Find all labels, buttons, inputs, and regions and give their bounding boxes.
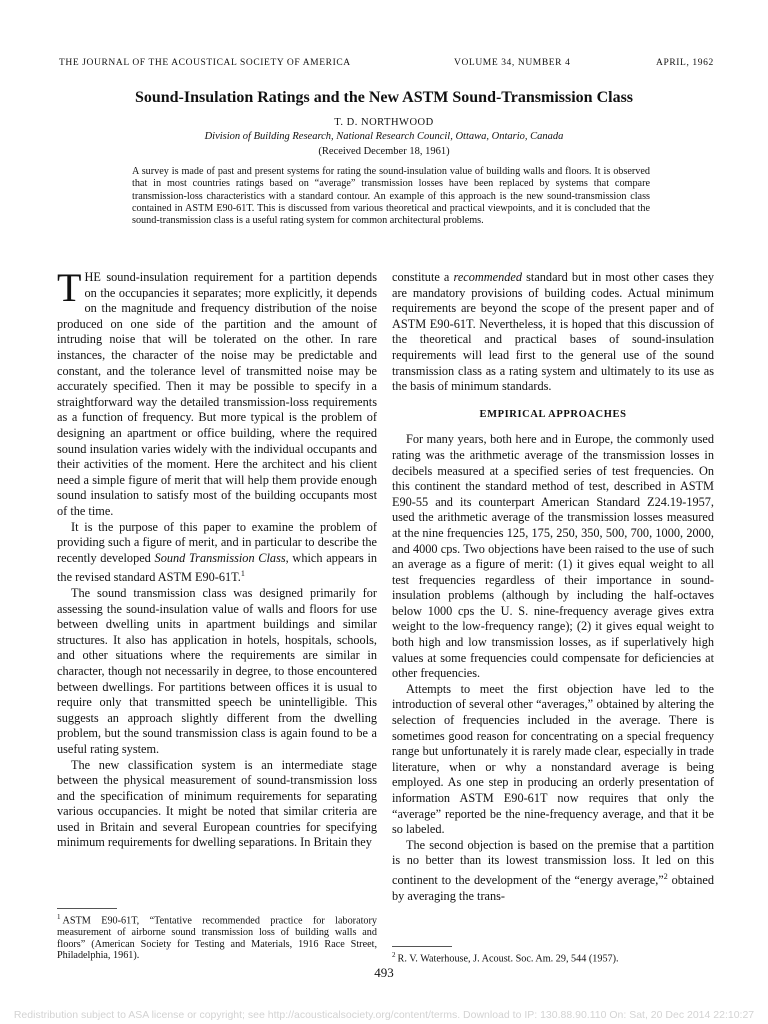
footnote-rule <box>392 946 452 947</box>
article-title: Sound-Insulation Ratings and the New ASTM Sound-Transmission Class <box>134 89 634 106</box>
emphasis-text: recommended <box>453 270 523 284</box>
drop-cap: T <box>57 265 82 310</box>
author-affiliation: Division of Building Research, National Research Council, Ottawa, Ontario, Canada <box>204 131 564 142</box>
stc-paragraph: The sound transmission class was designed primarily for assessing the sound-insulation value of walls and floors for use between dwelling units in apartment buildings and similar structures. It also has application in hotels, hospitals, schools, and other situations where the requirements are similar in character, though not necessarily in degree, to those encountered between dwellings. For partitions between offices it is usual to require only that transmitted speech be unintelligible. This suggests an approach slightly different from the dwelling problem, but the sound transmission class is again found to be a useful rating system. <box>57 585 377 756</box>
volume-number: VOLUME 34, NUMBER 4 <box>454 58 571 68</box>
abstract: A survey is made of past and present systems for rating the sound-insulation value of building walls and floors. It is observed that in most countries ratings based on “average” transmission losses have been replaced by systems that compare transmission-loss characteristics with a standard contour. An example of this approach is the new sound-transmission class contained in ASTM E90-61T. This is discussed from various theoretical and practical viewpoints, and it is concluded that the sound-transmission class is a useful rating system for common architectural problems. <box>132 166 650 227</box>
classification-paragraph: The new classification system is an intermediate stage between the physical measurement of sound-transmission loss and the specification of minimum requirements for separating various occupancies. It might be noted that similar criteria are used in Britain and several European countries for specifying minimum requirements for dwelling separations. In Britain they <box>57 757 377 850</box>
second-objection-paragraph: The second objection is based on the premise that a partition is no better than its lowest transmission loss. It led on this continent to the development of the “energy average,”$^2$ obtained by averaging the trans- <box>392 837 714 903</box>
continuation-paragraph: constitute a recommended standard but in most other cases they are mandatory provisions of building codes. Actual minimum requirements are beyond the scope of the present paper and of ASTM E90-61T. Nevertheless, it is hoped that this discussion of the theoretical and practical bases of sound-insulation requirements will lead first to the general use of the sound transmission class as a rating system and ultimately to its use as the basis of minimum standards. <box>392 270 715 394</box>
redistribution-watermark: Redistribution subject to ASA license or copyright; see http://acousticalsociety.org/content/terms. Download to IP: 130.88.90.110 On: Sat, 20 Dec 2014 22:10:27 <box>13 1009 755 1021</box>
footnote-ref[interactable]: 1 <box>240 569 245 579</box>
footnote-rule <box>57 908 117 909</box>
page-number: 493 <box>374 965 394 980</box>
issue-date: APRIL, 1962 <box>656 58 714 68</box>
intro-paragraph: THE sound-insulation requirement for a partition depends on the occupancies it separates; more explicitly, it depends on the magnitude and frequency distribution of the noise produced on one side of the partition and the amount of intruding noise that will be tolerated on the other. In rare instances, the character of the noise may be predictable and constant, and the tolerance level of transmitted noise may be accurately specified. Then it may be possible to specify in a straightforward way the detailed transmission-loss requirements as a function of frequency. But more typical is the problem of designing an apartment or office building, where the required sound insulation varies widely with the individual occupants and their activities of the moment. Here the architect and his client need a simple figure of merit that will help them provide enough sound insulation to satisfy most of the building occupants most of the time. <box>57 265 377 518</box>
left-column <box>57 265 378 851</box>
averages-paragraph: For many years, both here and in Europe, the commonly used rating was the arithmetic average of the transmission losses in decibels measured at a specified series of test frequencies. On this continent the standard method of test, described in ASTM E90-55 and its counterpart American Standard Z24.19-1957, used the arithmetic average of the transmission losses measured at the nine frequencies 125, 175, 250, 350, 500, 700, 1000, 2000, and 4000 cps. Two objections have been raised to the use of such an average as a figure of merit: (1) it gives equal weight to all test frequencies regardless of their importance in sound-insulation problems (although by including the half-octaves below 1000 cps the U. S. nine-frequency average gives extra weight to the low-frequency range); (2) it gives equal weight to both high and low transmission losses, as if superlatively high values at some frequencies could compensate for deficiencies at other frequencies. <box>392 432 714 681</box>
received-date: (Received December 18, 1961) <box>318 146 450 157</box>
footnote-2: $^2$ R. V. Waterhouse, J. Acoust. Soc. Am. 29, 544 (1957). <box>392 951 619 965</box>
purpose-paragraph: It is the purpose of this paper to examine the problem of providing such a figure of merit, and in particular to describe the recently developed Sound Transmission Class, which appears in the revised standard ASTM E90-61T.$^1$ <box>57 519 378 585</box>
journal-name: THE JOURNAL OF THE ACOUSTICAL SOCIETY OF AMERICA <box>59 58 351 68</box>
author-name: T. D. NORTHWOOD <box>334 117 434 128</box>
footnote-ref[interactable]: 2 <box>663 871 668 881</box>
emphasis-text: Sound Transmission Class <box>154 550 286 565</box>
attempts-paragraph: Attempts to meet the first objection have led to the introduction of several other “averages,” obtained by altering the selection of frequencies included in the average. There is sometimes good reason for concentrating on a special frequency range but unfortunately it is rarely made clear, especially in trade literature, when or why a nonstandard average is being employed. As one step in producing an orderly presentation of information ASTM E90-61T now requires that only the “average” reported be the nine-frequency average, and that it be so labeled. <box>392 681 714 837</box>
footnote-1: $^1$ ASTM E90-61T, “Tentative recommended practice for laboratory measurement of airborne sound transmission loss of building walls and floors” (American Society for Testing and Materials, 1916 Race Street, Philadelphia, 1961). <box>57 913 377 962</box>
section-heading: EMPIRICAL APPROACHES <box>479 408 627 420</box>
right-column <box>392 270 714 904</box>
